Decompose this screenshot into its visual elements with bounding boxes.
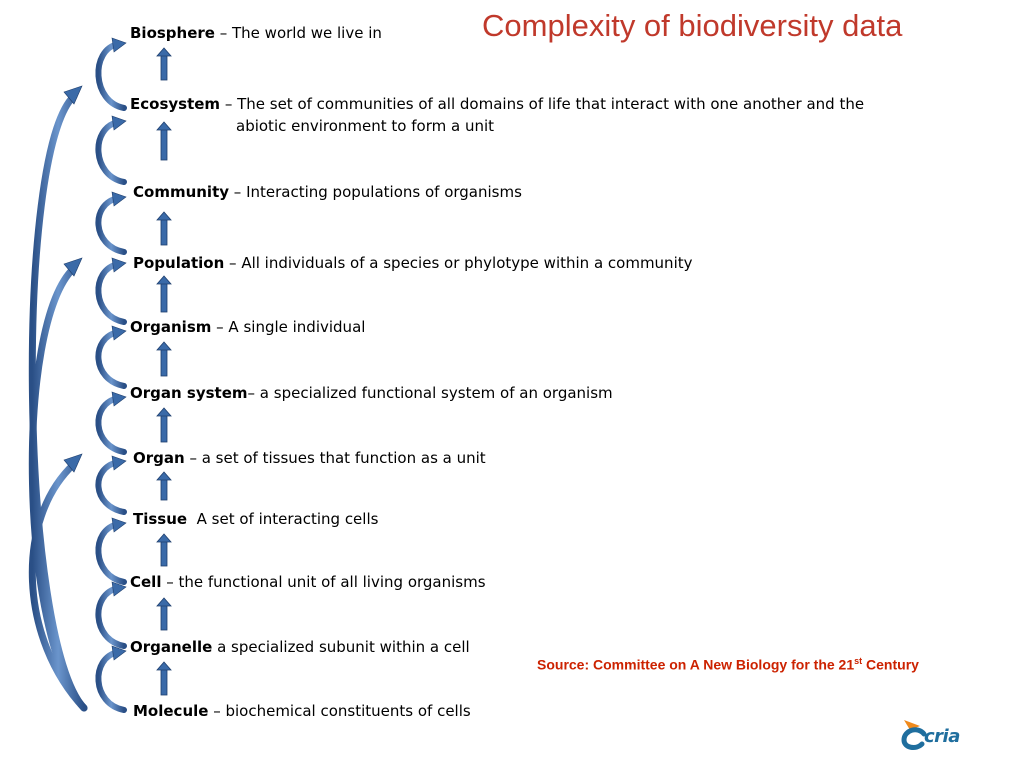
curved-arrow-icon — [98, 264, 124, 322]
level-term: Organ system — [130, 384, 248, 402]
curved-arrow-icon — [98, 524, 124, 582]
logo-text: cria — [924, 726, 960, 747]
level-term: Community — [133, 183, 230, 201]
level-term: Population — [133, 254, 225, 272]
up-arrow-icon — [157, 534, 171, 566]
level-organ-system — [130, 382, 613, 404]
curved-arrow-head-icon — [112, 392, 126, 406]
level-tissue — [133, 508, 378, 530]
up-arrows-group — [157, 48, 171, 695]
curved-arrow-icon — [98, 44, 124, 108]
level-desc: – A single individual — [211, 318, 366, 336]
level-term: Ecosystem — [130, 95, 221, 113]
up-arrow-icon — [157, 598, 171, 630]
curved-arrow-head-icon — [112, 518, 126, 532]
level-desc: – The set of communities of all domains of life that interact with one another and the — [220, 95, 865, 113]
level-desc: a specialized subunit within a cell — [212, 638, 470, 656]
curl-arrows-group — [98, 38, 126, 710]
level-desc: – biochemical constituents of cells — [208, 702, 471, 720]
level-desc-continued: abiotic environment to form a unit — [236, 117, 495, 135]
slide-title: Complexity of biodiversity data — [482, 8, 903, 43]
curved-arrow-icon — [98, 198, 124, 252]
level-term: Organ — [133, 449, 185, 467]
level-molecule — [133, 700, 471, 722]
level-desc: – All individuals of a species or phylotype within a community — [224, 254, 693, 272]
level-organ — [133, 447, 486, 469]
long-arcs-group — [32, 86, 84, 708]
curved-arrow-head-icon — [112, 326, 126, 340]
curved-arrow-icon — [98, 398, 124, 452]
level-desc: – a set of tissues that function as a unit — [184, 449, 486, 467]
level-organelle — [130, 636, 470, 658]
source-sup: st — [854, 656, 863, 666]
level-term: Molecule — [133, 702, 209, 720]
up-arrow-icon — [157, 212, 171, 245]
level-desc: – The world we live in — [214, 24, 382, 42]
up-arrow-icon — [157, 276, 171, 312]
level-term: Biosphere — [130, 24, 215, 42]
level-community — [133, 181, 522, 203]
level-organism — [130, 316, 365, 338]
level-term: Organism — [130, 318, 212, 336]
up-arrow-icon — [157, 662, 171, 695]
curved-arrow-icon — [98, 462, 124, 512]
level-desc: – a specialized functional system of an organism — [247, 384, 613, 402]
up-arrow-icon — [157, 48, 171, 80]
level-term: Cell — [130, 573, 162, 591]
level-biosphere — [130, 22, 382, 44]
level-population — [133, 252, 693, 274]
up-arrow-icon — [157, 408, 171, 442]
curved-arrow-head-icon — [112, 38, 126, 52]
level-desc: – Interacting populations of organisms — [229, 183, 522, 201]
curved-arrow-icon — [98, 122, 124, 182]
level-desc: A set of interacting cells — [187, 510, 379, 528]
curved-arrow-head-icon — [112, 456, 126, 470]
level-term: Organelle — [130, 638, 213, 656]
curved-arrow-head-icon — [112, 258, 126, 272]
source-citation — [537, 656, 919, 673]
level-cell — [130, 571, 486, 593]
curved-arrow-icon — [98, 332, 124, 386]
level-ecosystem — [130, 93, 864, 137]
curved-arrow-head-icon — [112, 116, 126, 130]
source-text: Source: Committee on A New Biology for the 21 — [537, 656, 855, 673]
curved-arrow-icon — [98, 588, 124, 646]
curved-arrow-icon — [98, 652, 124, 710]
up-arrow-icon — [157, 472, 171, 500]
up-arrow-icon — [157, 342, 171, 376]
curved-arrow-head-icon — [112, 192, 126, 206]
level-desc: – the functional unit of all living organisms — [161, 573, 486, 591]
level-term: Tissue — [133, 510, 188, 528]
source-tail: Century — [862, 656, 919, 673]
